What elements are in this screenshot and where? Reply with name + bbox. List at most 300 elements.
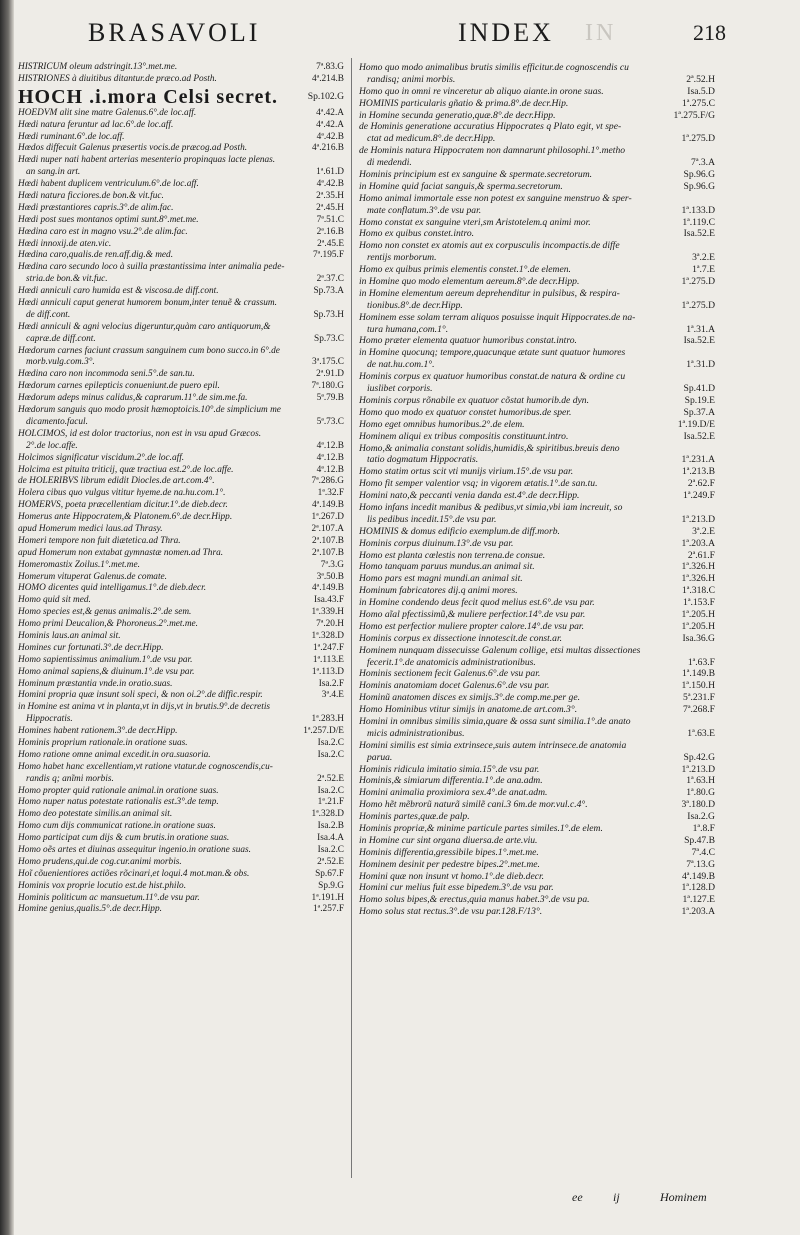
index-entry — [359, 561, 715, 573]
left-index-column — [18, 62, 344, 916]
index-entry-text: de diff.cont. — [26, 309, 71, 320]
index-entry — [18, 774, 344, 786]
index-entry — [359, 645, 715, 657]
index-entry-reference: 2ª.52.H — [683, 74, 715, 86]
index-entry-reference: 1ª.127.E — [680, 894, 716, 906]
index-entry — [359, 110, 715, 122]
index-entry-text: in Homine quo modo elementum aereum.8°.de decr.Hipp. — [359, 276, 580, 288]
index-entry-text: de Hominis generatione accuratius Hippocrates q Plato egit, vt spe- — [359, 121, 622, 133]
index-entry-text: HOLCIMOS, id est dolor tractorius, non est in vsu apud Græcos. — [18, 428, 262, 439]
index-entry-reference: 1ª.257.D/E — [300, 726, 344, 738]
index-entry-text: Hominis ridicula imitatio simia.15°.de vsu par. — [359, 763, 540, 775]
index-entry-reference: Isa.2.C — [315, 845, 344, 857]
index-entry-text: Hominis politicum ac mansuetum.11°.de vsu par. — [18, 892, 200, 903]
index-entry-reference: 1ª.80.G — [683, 787, 715, 799]
index-entry — [359, 799, 715, 811]
signature-number: ij — [613, 1190, 620, 1204]
index-entry-text: Homo pars est magni mundi.an animal sit. — [359, 573, 523, 585]
index-entry — [18, 62, 344, 74]
index-entry-text: Hœdi natura ficciores.de bon.& vit.fuc. — [18, 191, 164, 202]
index-entry — [359, 312, 715, 324]
index-entry — [18, 310, 344, 322]
index-entry-text: HOMO dicentes quid intelligamus.1°.de dieb.decr. — [18, 583, 207, 594]
right-index-column — [359, 62, 715, 918]
index-entry-text: Hominem esse solam terram aliquos posuisse inquit Hippocrates.de na- — [359, 311, 636, 323]
index-entry-text: Homo aĩal pfectissimũ,& muliere perfectior.14°.de vsu par. — [359, 608, 586, 620]
index-entry-text: dicamento.facul. — [26, 416, 88, 427]
index-entry — [359, 443, 715, 455]
index-entry-text: Hœdi habent duplicem ventriculum.6°.de loc.aff. — [18, 179, 199, 190]
index-entry-reference: Sp.47.B — [681, 835, 715, 847]
index-entry-reference: 1ª.19.D/E — [675, 419, 715, 431]
index-entry-text: Hominis sectionem fecit Galenus.6°.de vsu par. — [359, 668, 541, 680]
index-entry-reference: 1ª.205.H — [678, 621, 715, 633]
index-entry-reference: 7ª.286.G — [308, 476, 344, 488]
index-entry — [18, 346, 344, 358]
index-entry-text: Homo ex quibus constet.intro. — [359, 228, 475, 240]
index-entry-text: Homo est perfectior muliere propter calore.14°.de vsu par. — [359, 620, 584, 632]
index-entry-reference: 7ª.20.H — [313, 619, 344, 631]
index-entry-text: Hominem aliqui ex tribus compositis constituunt.intro. — [359, 430, 569, 442]
index-entry-reference: 1ª.326.H — [678, 561, 715, 573]
index-entry-text: Homini quæ non insunt vt homo.1°.de dieb.decr. — [359, 870, 545, 882]
index-entry — [359, 490, 715, 502]
index-entry — [359, 145, 715, 157]
index-entry-text: Homo hẽt mẽbrorũ naturã similẽ cani.3 6m.de mor.vul.c.4°. — [359, 799, 588, 811]
index-entry — [359, 573, 715, 585]
index-entry — [18, 512, 344, 524]
index-entry-text: Homo ex quibus primis elementis constet.1°.de elemen. — [359, 264, 571, 276]
index-entry-reference: Sp.96.G — [681, 169, 715, 181]
index-entry-text: Homo fit semper valentior vsq; in vigorem ætatis.1°.de san.tu. — [359, 478, 598, 490]
index-entry — [359, 335, 715, 347]
index-entry-text: Homini in omnibus similis simia,quare & ossa sunt similia.1°.de anato — [359, 715, 631, 727]
catchword: Hominem — [660, 1190, 707, 1204]
index-entry-text: Hominis principium est ex sanguine & spermate.secretorum. — [359, 169, 593, 181]
index-entry — [359, 466, 715, 478]
index-entry-text: Hœdorum sanguis quo modo prosit hæmoptoicis.10°.de simplicium me — [18, 405, 281, 416]
index-entry-text: Homo propter quid rationale animal.in oratione suas. — [18, 785, 219, 796]
index-entry-text: Hœdina caro non incommoda seni.5°.de san.tu. — [18, 369, 195, 380]
index-entry-text: in Homine elementum aereum deprehenditur in pulsibus, & respira- — [359, 287, 620, 299]
index-entry-reference: 2ª.37.C — [314, 274, 344, 286]
index-entry-reference: 7ª.3.G — [318, 560, 344, 572]
page-number: 218 — [693, 20, 726, 45]
index-entry-reference: 1ª.249.F — [680, 490, 715, 502]
index-entry — [18, 155, 344, 167]
index-entry-text: Homo solus bipes,& erectus,quia manus habet.3°.de vsu pa. — [359, 894, 590, 906]
index-entry-text: Homo statim ortus scit vti munijs virium.15°.de vsu par. — [359, 466, 574, 478]
index-entry-reference: 4ª.42.B — [314, 179, 344, 191]
index-entry-text: lis pedibus incedit.15°.de vsu par. — [367, 513, 497, 525]
index-entry — [359, 668, 715, 680]
index-entry — [359, 240, 715, 252]
index-entry — [359, 692, 715, 704]
index-entry — [359, 157, 715, 169]
index-entry-text: Hominis propriæ,& minime particule partes similes.1°.de elem. — [359, 823, 603, 834]
index-entry-reference: 1ª.247.F — [310, 643, 344, 655]
index-entry-text: fecerit.1°.de anatomicis administrationibus. — [367, 656, 536, 668]
index-entry-text: Hœdi post sues montanos optimi sunt.8°.met.me. — [18, 214, 199, 225]
index-entry-text: Hominis,& simiarum differentia.1°.de ana.adm. — [359, 775, 543, 787]
index-entry-text: Homo eget omnibus humoribus.2°.de elem. — [359, 418, 525, 430]
index-entry-reference: 2ª.45.H — [313, 203, 344, 215]
index-entry-reference: 4ª.149.B — [309, 500, 344, 512]
index-entry-reference: 2ª.35.H — [313, 191, 344, 203]
index-entry — [18, 904, 344, 916]
index-entry-text: Hœdi natura feruntur ad lac.6°.de loc.aff. — [18, 119, 174, 130]
index-entry-text: HOCH .i.mora Celsi secret. — [18, 85, 279, 108]
index-entry-text: Holcimos significatur viscidum.2°.de loc.aff. — [18, 452, 185, 463]
index-entry — [18, 797, 344, 809]
index-entry — [359, 894, 715, 906]
index-entry-text: Homo est planta cœlestis non terrena.de consue. — [359, 549, 546, 561]
index-entry-reference: 1ª.328.D — [308, 631, 344, 643]
index-entry-text: HISTRICUM oleum adstringit.13°.met.me. — [18, 62, 178, 72]
index-entry — [18, 381, 344, 393]
index-entry-text: Hominis corpus diuinum.13°.de vsu par. — [359, 537, 514, 549]
index-entry-text: capræ.de diff.cont. — [26, 333, 96, 344]
index-entry — [18, 560, 344, 572]
index-entry — [359, 252, 715, 264]
index-entry-reference: 5ª.79.B — [314, 393, 344, 405]
index-entry-reference: 1ª.318.C — [679, 585, 715, 597]
index-entry — [359, 847, 715, 859]
index-entry-text: Hominum præstantia vnde.in oratio.suas. — [18, 678, 173, 689]
index-entry — [359, 264, 715, 276]
index-entry-reference: 2ª.107.A — [308, 524, 344, 536]
index-entry-text: Hominis corpus rõnabile ex quatuor cõstat humorib.de dyn. — [359, 394, 589, 406]
index-entry-text: Hœdi anniculi & agni velocius digeruntur,quàm caro antiquorum,& — [18, 321, 271, 332]
index-entry — [359, 74, 715, 86]
index-entry-reference: Sp.42.G — [681, 752, 715, 764]
index-entry — [18, 465, 344, 477]
index-entry — [18, 417, 344, 429]
index-entry — [18, 607, 344, 619]
index-entry-text: Homo infans incedit manibus & pedibus,vt simia,vbi iam increuit, so — [359, 501, 623, 513]
index-entry — [359, 764, 715, 776]
index-entry — [18, 334, 344, 346]
index-entry — [359, 514, 715, 526]
index-entry-text: de nat.hu.com.1°. — [367, 359, 435, 371]
index-entry-text: Hominis vox proprie locutio est.de hist.philo. — [18, 880, 187, 891]
index-entry-reference: 3ª.4.E — [319, 690, 344, 702]
index-entry-reference: 1ª.32.F — [315, 488, 344, 500]
index-entry — [359, 276, 715, 288]
index-entry-reference: 3ª.175.C — [309, 357, 344, 369]
index-entry — [18, 738, 344, 750]
index-entry-reference: Sp.73.H — [311, 310, 344, 322]
index-entry-reference: Isa.52.E — [681, 228, 715, 240]
index-entry-reference: 1ª.275.D — [678, 300, 715, 312]
index-entry-reference: 3ª.50.B — [314, 572, 344, 584]
index-entry — [18, 143, 344, 155]
index-entry-reference: 1ª.8.F — [690, 823, 715, 835]
index-entry — [359, 882, 715, 894]
index-entry-reference: 3ª.2.E — [689, 252, 715, 264]
index-entry-text: HISTRIONES à diuitibus ditantur.de præco.ad Posth. — [18, 73, 217, 84]
index-entry-text: Homini nato,& peccanti venia danda est.4°.de decr.Hipp. — [359, 490, 580, 502]
index-entry-text: Homo,& animalia constant solidis,humidis,& spiritibus.breuis deno — [359, 442, 620, 454]
running-head-author: BRASAVOLI — [88, 18, 261, 47]
index-entry — [18, 583, 344, 595]
index-entry-text: Homine genius,qualis.5°.de decr.Hipp. — [18, 904, 162, 915]
binding-gutter — [0, 0, 14, 1235]
index-entry-text: Hœdi anniculi caput generat humorem bonum,inter tenuẽ & crassum. — [18, 298, 277, 309]
index-entry — [18, 667, 344, 679]
index-entry-reference: 7ª.195.F — [310, 250, 344, 262]
index-entry — [18, 476, 344, 488]
index-entry-reference: 1ª.275.F/G — [670, 110, 715, 122]
index-entry-reference: Isa.2.C — [315, 738, 344, 750]
index-entry-text: Hœdina caro,qualis.de ren.aff.dig.& med. — [18, 250, 174, 261]
index-entry-reference: 1ª.119.C — [679, 217, 715, 229]
index-entry-reference: 1ª.328.D — [308, 809, 344, 821]
index-entry-text: Holera cibus quo vulgus vititur hyeme.de na.hu.com.1°. — [18, 488, 226, 499]
index-entry-text: Homo cum dijs communicat ratione.in oratione suas. — [18, 821, 216, 832]
index-entry — [359, 906, 715, 918]
index-entry-text: Hominem nunquam dissecuisse Galenum collige, etsi multas dissectiones — [359, 644, 641, 656]
index-entry-text: di medendi. — [367, 157, 412, 169]
index-entry-reference: 1ª.213.D — [678, 764, 715, 776]
column-divider — [351, 58, 352, 1178]
index-entry-reference: 1ª.203.A — [678, 906, 715, 918]
index-entry-text: Homo animal sapiens,& diuinum.1°.de vsu par. — [18, 666, 195, 677]
index-entry-reference: Isa.2.G — [684, 811, 715, 823]
index-entry-reference: Sp.9.G — [315, 881, 344, 893]
index-entry-reference: 1ª.283.H — [308, 714, 344, 726]
index-entry-reference: 1ª.31.A — [683, 324, 715, 336]
index-entry-text: tatio dogmatum Hippocratis. — [367, 454, 479, 466]
index-entry-reference: 2ª.61.F — [685, 550, 715, 562]
index-entry-text: Hominis partes,quæ.de palp. — [359, 811, 470, 823]
index-entry — [18, 726, 344, 738]
index-entry — [18, 369, 344, 381]
index-entry-reference: 1ª.63.H — [683, 775, 715, 787]
index-entry-reference: Sp.73.C — [311, 334, 344, 346]
index-entry — [359, 407, 715, 419]
index-entry-text: Hœdorum adeps minus calidus,& caprarum.11°.de sim.me.fa. — [18, 393, 248, 404]
index-entry-text: mate conflatum.3°.de vsu par. — [367, 204, 482, 216]
index-entry — [359, 383, 715, 395]
index-entry-reference: 1ª.213.D — [678, 514, 715, 526]
index-entry-reference: 1ª.63.E — [684, 728, 715, 740]
index-entry-text: HOMINIS & domus edificio exemplum.de diff.morb. — [359, 525, 560, 537]
index-entry — [359, 181, 715, 193]
index-entry-reference: Sp.102.G — [305, 86, 344, 108]
index-entry — [359, 359, 715, 371]
index-entry-reference: Sp.41.D — [681, 383, 715, 395]
index-entry-text: Homo animal immortale esse non potest ex sanguine menstruo & sper- — [359, 192, 632, 204]
index-entry-text: Holcima est pituita triticij, quæ tractiua est.2°.de loc.affe. — [18, 464, 234, 475]
index-entry-reference: 7ª.180.G — [308, 381, 344, 393]
index-entry-text: apud Homerum non extabat gymnastæ nomen.ad Thra. — [18, 547, 224, 558]
index-entry-text: rentijs morborum. — [367, 252, 437, 264]
index-entry-text: Homo ratione omne animal excedit.in ora.suasoria. — [18, 749, 211, 760]
index-entry — [18, 643, 344, 655]
index-entry — [18, 108, 344, 120]
index-entry — [18, 120, 344, 132]
index-entry-reference: 3ª.2.E — [689, 526, 715, 538]
index-entry — [18, 298, 344, 310]
index-entry-reference: 1ª.213.B — [679, 466, 715, 478]
index-entry-text: Hippocratis. — [26, 714, 73, 725]
index-entry-text: Homo quo modo ex quatuor constet humoribus.de sper. — [359, 406, 572, 418]
index-entry-reference: 1ª.113.E — [310, 655, 344, 667]
index-entry-reference: 1ª.153.F — [680, 597, 715, 609]
index-entry — [18, 405, 344, 417]
index-entry-text: de HOLERIBVS librum edidit Diocles.de art.com.4°. — [18, 476, 215, 487]
index-entry-reference: Sp.19.E — [682, 395, 715, 407]
index-entry — [18, 679, 344, 691]
index-entry-reference: 4ª.42.B — [314, 132, 344, 144]
index-entry-reference: 2ª.91.D — [313, 369, 344, 381]
index-entry-reference: 4ª.42.A — [313, 120, 344, 132]
index-entry — [18, 536, 344, 548]
index-entry-text: Hœdi ruminant.6°.de loc.aff. — [18, 131, 125, 142]
index-entry-reference: Sp.73.A — [311, 286, 344, 298]
index-entry-text: Homini cur melius fuit esse bipedem.3°.de vsu par. — [359, 882, 554, 894]
index-entry — [359, 419, 715, 431]
index-entry — [18, 453, 344, 465]
index-entry — [18, 762, 344, 774]
index-entry-text: Homo non constet ex atomis aut ex corpusculis incompactis.de diffe — [359, 240, 620, 252]
index-entry-text: Hominis corpus ex dissectione innotescit.de const.ar. — [359, 632, 563, 644]
index-entry-text: Homo quo modo animalibus brutis similis efficitur.de cognoscendis cu — [359, 62, 629, 73]
index-entry — [18, 893, 344, 905]
index-entry-text: micis administrationibus. — [367, 727, 465, 739]
index-entry — [359, 86, 715, 98]
index-entry-text: Homini animalia proximiora sex.4°.de anat.adm. — [359, 787, 548, 799]
index-entry-text: Homo tanquam paruus mundus.an animal sit. — [359, 561, 535, 573]
index-entry-text: in Homine est anima vt in planta,vt in dijs,vt in brutis.9°.de decretis — [18, 702, 271, 713]
index-entry-text: tura humana,com.1°. — [367, 323, 449, 335]
index-entry — [359, 288, 715, 300]
index-entry-text: Hominũ anatomen disces ex simijs.3°.de comp.me.per ge. — [359, 692, 580, 704]
index-entry-text: Hominis proprium rationale.in oratione suas. — [18, 737, 188, 748]
index-entry-text: Hominis laus.an animal sit. — [18, 630, 121, 641]
index-entry — [359, 431, 715, 443]
index-entry-text: an sang.in art. — [26, 167, 81, 178]
index-entry-reference: 4ª.42.A — [313, 108, 344, 120]
index-entry-text: Homo solus stat rectus.3°.de vsu par.128.F/13°. — [359, 906, 543, 918]
index-entry — [359, 728, 715, 740]
index-entry-reference: Sp.67.F — [312, 869, 344, 881]
index-entry-text: parua. — [367, 751, 393, 763]
index-entry-reference: 1ª.326.H — [678, 573, 715, 585]
index-entry-text: Homo quo in omni re vinceretur ab aliquo aiante.in orone suas. — [359, 85, 604, 97]
index-entry — [18, 845, 344, 857]
index-entry-text: Homo prudens,qui.de cog.cur.animi morbis. — [18, 856, 182, 867]
index-entry-reference: Sp.37.A — [681, 407, 715, 419]
index-entry-reference: 4ª.12.B — [314, 441, 344, 453]
index-entry-reference: 1ª.113.D — [309, 667, 344, 679]
index-entry — [18, 86, 344, 108]
index-entry-text: Homeri tempore non fuit diætetica.ad Thra. — [18, 535, 181, 546]
index-entry-text: Hominem desinit per pedestre bipes.2°.met.me. — [359, 858, 540, 870]
index-entry — [18, 239, 344, 251]
index-entry-text: Hominis anatomiam docet Galenus.6°.de vsu par. — [359, 680, 550, 692]
index-entry — [359, 98, 715, 110]
index-entry — [359, 633, 715, 645]
index-entry-reference: 7ª.3.A — [688, 157, 715, 169]
index-entry — [359, 395, 715, 407]
index-entry — [18, 786, 344, 798]
index-entry — [359, 609, 715, 621]
index-entry — [18, 322, 344, 334]
index-entry-text: Hœdi anniculi caro humida est & viscosa.de diff.cont. — [18, 286, 219, 297]
index-entry-text: stria.de bon.& vit.fuc. — [26, 274, 108, 285]
index-entry-text: Homerum vituperat Galenus.de comate. — [18, 571, 167, 582]
index-entry-text: HOMINIS particularis gñatio & prima.8°.de decr.Hip. — [359, 97, 569, 109]
index-entry-reference: 4ª.214.B — [309, 74, 344, 86]
index-entry — [18, 655, 344, 667]
index-entry — [18, 809, 344, 821]
index-entry — [359, 752, 715, 764]
index-entry — [18, 429, 344, 441]
index-entry-reference: 4ª.149.B — [309, 583, 344, 595]
index-entry — [18, 227, 344, 239]
index-entry-text: HOEDVM alit sine matre Galenus.6°.de loc.aff. — [18, 107, 197, 118]
index-entry-reference: 1ª.203.A — [678, 538, 715, 550]
index-entry-reference: Isa.36.G — [679, 633, 715, 645]
index-entry — [18, 179, 344, 191]
index-entry — [18, 548, 344, 560]
index-entry-reference: 4ª.12.B — [314, 465, 344, 477]
index-entry — [18, 619, 344, 631]
index-entry — [359, 680, 715, 692]
index-entry-text: Hœdina caro est in magno vsu.2°.de alim.fac. — [18, 226, 188, 237]
index-entry-reference: Isa.2.C — [315, 750, 344, 762]
index-entry-text: Hœdorum carnes faciunt crassum sanguinem cum bono succo.in 6°.de — [18, 345, 280, 356]
index-entry — [18, 393, 344, 405]
index-entry-text: Hominis corpus ex quatuor humoribus constat.de natura & ordine cu — [359, 371, 626, 383]
index-entry-text: in Homine condendo deus fecit quod melius est.6°.de vsu par. — [359, 597, 595, 609]
index-entry-reference: 1ª.150.H — [678, 680, 715, 692]
index-entry — [359, 324, 715, 336]
index-entry — [359, 502, 715, 514]
index-entry — [359, 217, 715, 229]
index-entry-text: de Hominis natura Hippocratem non damnarunt philosophi.1°.metho — [359, 145, 626, 157]
index-entry-reference: 4ª.12.B — [314, 453, 344, 465]
index-entry — [18, 274, 344, 286]
index-entry — [359, 871, 715, 883]
index-entry-reference: 7ª.13.G — [683, 859, 715, 871]
index-entry-text: Homo deo potestate similis.an animal sit. — [18, 809, 173, 820]
index-entry-text: Hominis differentia,gressibile bipes.1°.met.me. — [359, 846, 539, 858]
index-entry — [359, 121, 715, 133]
index-entry-reference: Isa.52.E — [681, 431, 715, 443]
index-entry-reference: 1ª.149.B — [679, 668, 715, 680]
index-entry — [359, 597, 715, 609]
index-entry — [18, 702, 344, 714]
index-entry-text: Hominum fabricatores dij.q animi mores. — [359, 585, 518, 597]
index-entry-text: Hœdi præstantiores capris.3°.de alim.fac. — [18, 202, 174, 213]
index-entry-text: Hœdina caro secundo loco à suilla præstantissima inter animalia pede- — [18, 262, 285, 273]
index-entry-text: randisq; animi morbis. — [367, 73, 456, 85]
index-entry-reference: 5ª.73.C — [314, 417, 344, 429]
index-entry-reference: Isa.43.F — [311, 595, 344, 607]
index-entry — [18, 286, 344, 298]
index-entry-text: Hœdi innoxij.de aten.vic. — [18, 238, 112, 249]
index-entry-text: Homo species est,& genus animalis.2°.de sem. — [18, 607, 192, 618]
index-entry-text: HOMERVS, poeta præcellentiam dicitur.1°.de dieb.decr. — [18, 500, 228, 511]
index-entry-text: Hoĩ cõuenientiores actiões rõcinari,et loqui.4 mot.man.& obs. — [18, 868, 250, 879]
index-entry-text: Homo sapientissimus animalium.1°.de vsu par. — [18, 654, 193, 665]
index-entry-text: in Homine secunda generatio,quæ.8°.de decr.Hipp. — [359, 109, 556, 121]
index-entry-reference: 7ª.83.G — [313, 62, 344, 74]
index-entry-reference: Isa.2.F — [316, 679, 344, 691]
